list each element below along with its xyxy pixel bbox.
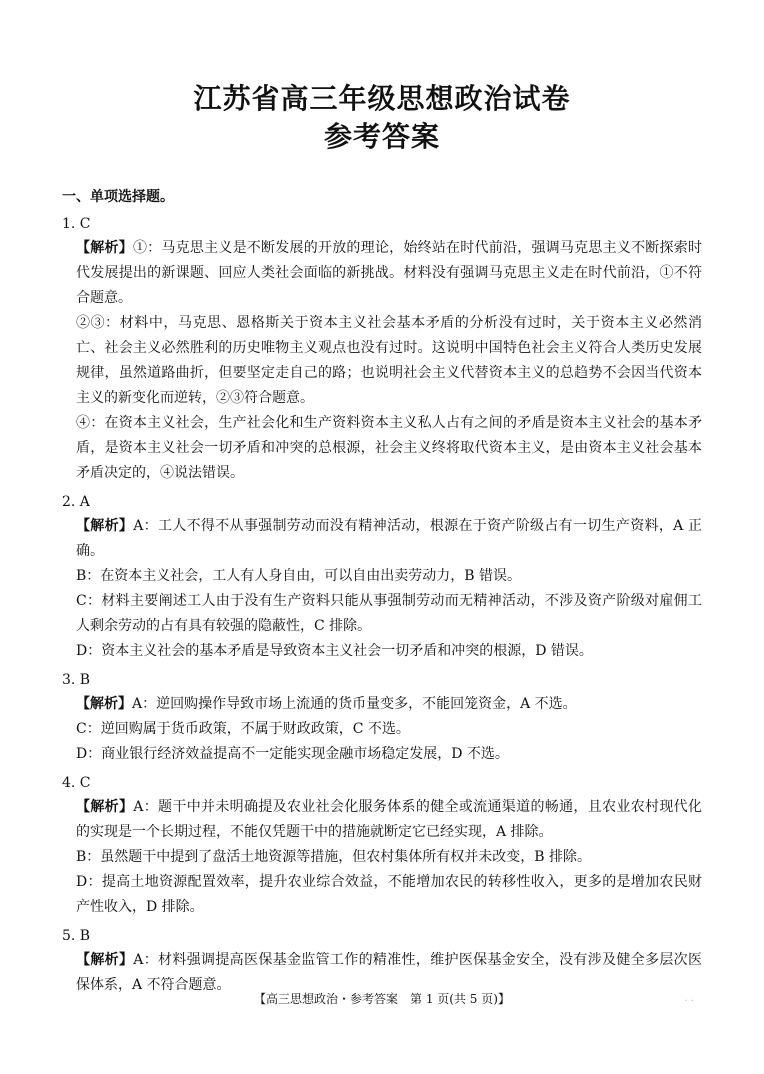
corner-mark: . . (684, 993, 694, 1004)
analysis-paragraph (62, 236, 702, 311)
analysis-paragraph (62, 870, 702, 920)
question-answer-number: 1. C (62, 216, 91, 232)
analysis-paragraph (62, 795, 702, 845)
analysis-text: A：逆回购操作导致市场上流通的货币量变多，不能回笼资金，A 不选。 (132, 696, 577, 712)
analysis-text: ②③：材料中，马克思、恩格斯关于资本主义社会基本矛盾的分析没有过时，关于资本主义必然消亡、社会主义必然胜利的历史唯物主义观点也没有过时。这说明中国特色社会主义符合人类历史发展规律，虽然道路曲折，但要坚定走自己的路；也说明社会主义代替资本主义的总趋势不会因当代资本主义的新变化而逆转，②③符合题意。 (76, 315, 702, 406)
page-footer: 【高三思想政治・参考答案 第 1 页(共 5 页)】 (254, 992, 510, 1006)
analysis-tag: 【解析】 (76, 696, 132, 712)
analysis-paragraph (62, 564, 702, 589)
question-answer-number: 2. A (62, 494, 90, 510)
analysis-paragraph (62, 589, 702, 639)
analysis-paragraph (62, 514, 702, 564)
analysis-text: D：商业银行经济效益提高不一定能实现金融市场稳定发展，D 不选。 (76, 746, 509, 762)
question-answer-number: 3. B (62, 672, 91, 688)
analysis-paragraph (62, 845, 702, 870)
question-answer-number: 5. B (62, 928, 91, 944)
analysis-text: D：提高土地资源配置效率，提升农业综合效益，不能增加农民的转移性收入，更多的是增加农民财产性收入，D 排除。 (76, 874, 702, 915)
analysis-text: B：虽然题干中提到了盘活土地资源等措施，但农村集体所有权并未改变，B 排除。 (76, 849, 592, 865)
analysis-text: ④：在资本主义社会，生产社会化和生产资料资本主义私人占有之间的矛盾是资本主义社会的基本矛盾，是资本主义社会一切矛盾和冲突的总根源，社会主义终将取代资本主义，是由资本主义社会基本矛盾决定的，④说法错误。 (76, 415, 702, 481)
title-block (62, 0, 702, 156)
analysis-paragraph (62, 311, 702, 411)
analysis-paragraph (62, 411, 702, 486)
analysis-tag: 【解析】 (76, 518, 134, 534)
analysis-text: A：工人不得不从事强制劳动而没有精神活动，根源在于资产阶级占有一切生产资料，A 正确。 (76, 518, 703, 559)
analysis-text: C：材料主要阐述工人由于没有生产资料只能从事强制劳动而无精神活动，不涉及资产阶级对雇佣工人剩余劳动的占有具有较强的隐蔽性，C 排除。 (76, 593, 702, 634)
analysis-paragraph (62, 639, 702, 664)
analysis-paragraph (62, 692, 702, 717)
analysis-text: B：在资本主义社会，工人有人身自由，可以自由出卖劳动力，B 错误。 (76, 568, 522, 584)
analysis-text: A：题干中并未明确提及农业社会化服务体系的健全或流通渠道的畅通，且农业农村现代化的实现是一个长期过程，不能仅凭题干中的措施就断定它已经实现，A 排除。 (76, 799, 703, 840)
analysis-text: C：逆回购属于货币政策，不属于财政政策，C 不选。 (76, 721, 410, 737)
analysis-text: D：资本主义社会的基本矛盾是导致资本主义社会一切矛盾和冲突的根源，D 错误。 (76, 643, 593, 659)
question-list (62, 212, 702, 998)
analysis-text: A：材料强调提高医保基金监管工作的精准性，维护医保基金安全，没有涉及健全多层次医保体系，A 不符合题意。 (76, 952, 703, 993)
question-answer-number: 4. C (62, 775, 91, 791)
analysis-paragraph (62, 742, 702, 767)
document-title: 江苏省高三年级思想政治试卷 (193, 82, 571, 115)
analysis-tag: 【解析】 (76, 240, 133, 256)
section-heading: 一、单项选择题。 (62, 189, 174, 205)
document-subtitle: 参考答案 (323, 120, 440, 153)
analysis-text: ①：马克思主义是不断发展的开放的理论，始终站在时代前沿，强调马克思主义不断探索时代发展提出的新课题、回应人类社会面临的新挑战。材料没有强调马克思主义走在时代前沿，①不符合题意。 (76, 240, 703, 306)
analysis-tag: 【解析】 (76, 799, 134, 815)
analysis-paragraph (62, 717, 702, 742)
analysis-tag: 【解析】 (76, 952, 134, 968)
